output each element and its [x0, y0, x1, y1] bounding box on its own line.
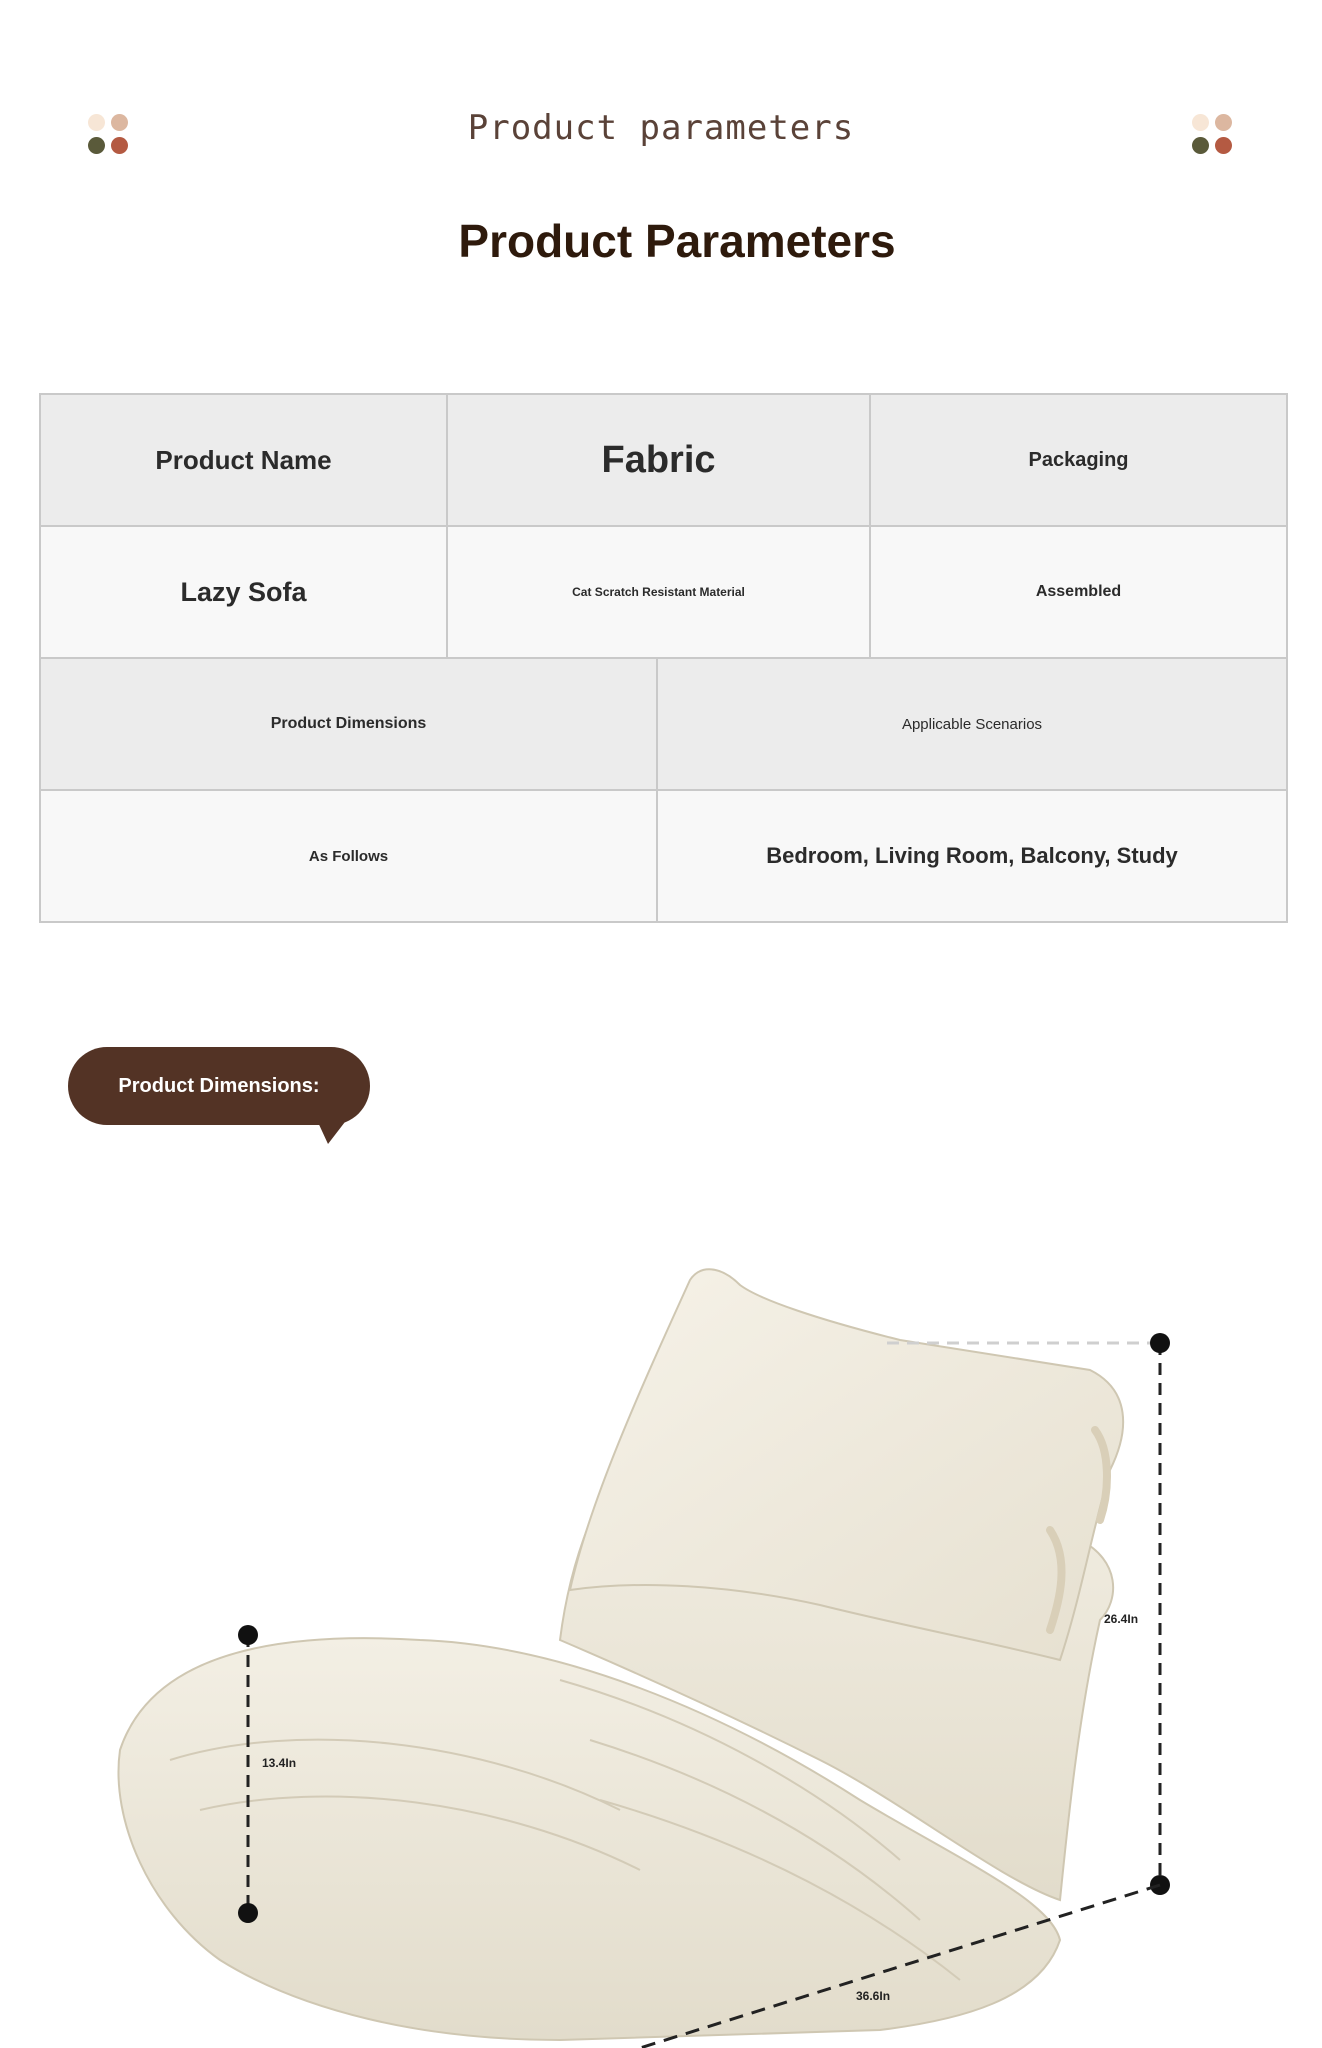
- cell-product-name-label: Product Name: [40, 394, 447, 526]
- cell-packaging-label: Packaging: [870, 394, 1287, 526]
- table-row: [40, 658, 1287, 790]
- bubble-tail: [316, 1118, 348, 1144]
- table-row: [40, 394, 1287, 526]
- height-label: 26.4In: [1104, 1612, 1139, 1626]
- seat-height-label: 13.4In: [262, 1756, 297, 1770]
- cell-fabric-label: Fabric: [447, 394, 870, 526]
- script-title: Product parameters: [467, 108, 855, 148]
- cell-dimensions-label: Product Dimensions: [40, 658, 657, 790]
- cell-packaging-value: Assembled: [870, 526, 1287, 658]
- cell-scenarios-value: Bedroom, Living Room, Balcony, Study: [657, 790, 1287, 922]
- parameters-table: [39, 393, 1288, 923]
- table-row: [40, 526, 1287, 658]
- cell-dimensions-value: As Follows: [40, 790, 657, 922]
- page-title: Product Parameters: [458, 215, 896, 267]
- cell-scenarios-label: Applicable Scenarios: [657, 658, 1287, 790]
- dimensions-heading-bubble: Product Dimensions:: [68, 1047, 370, 1125]
- table-row: [40, 790, 1287, 922]
- cell-fabric-value: Cat Scratch Resistant Material: [447, 526, 870, 658]
- cell-product-name-value: Lazy Sofa: [40, 526, 447, 658]
- sofa-illustration: [0, 1240, 1322, 2048]
- depth-label: 36.6In: [856, 1989, 891, 2003]
